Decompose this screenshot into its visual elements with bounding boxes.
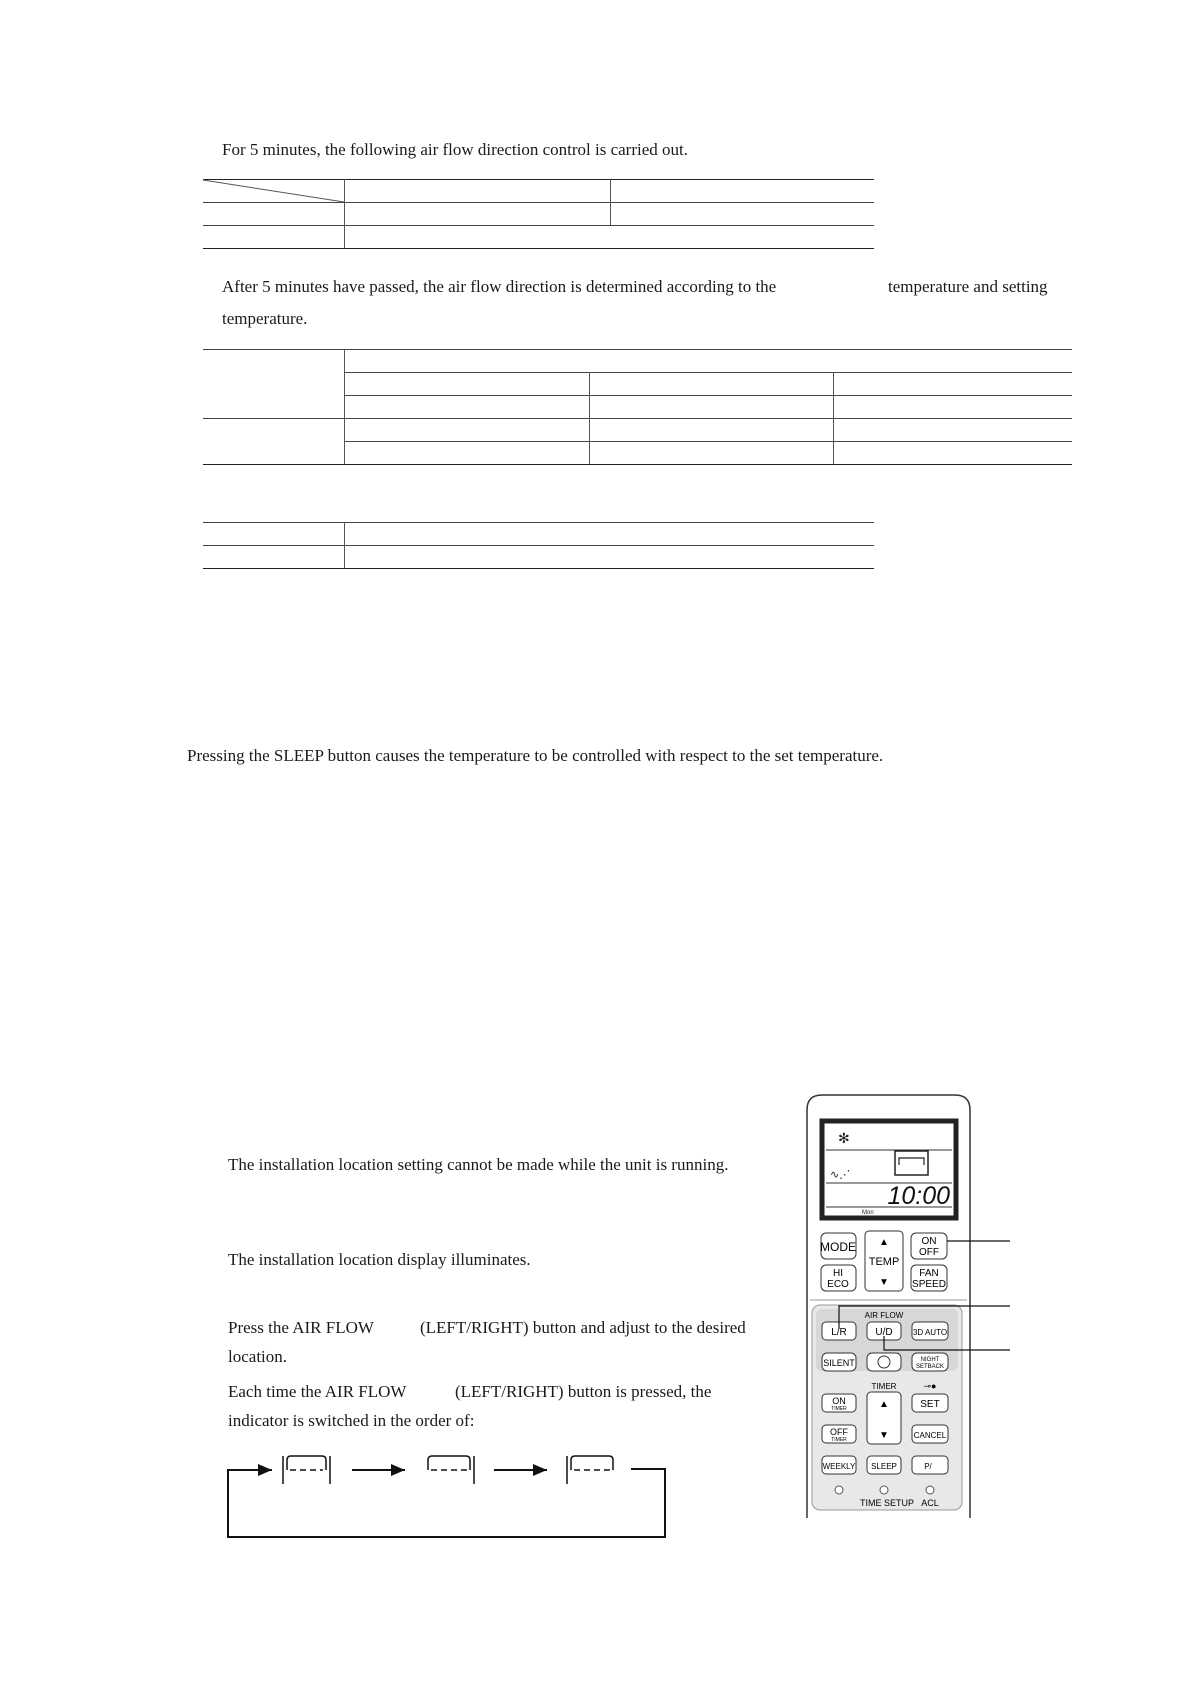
svg-text:ON: ON — [921, 1236, 937, 1247]
svg-text:FAN: FAN — [919, 1268, 939, 1279]
svg-text:SLEEP: SLEEP — [871, 1462, 897, 1471]
svg-text:HI: HI — [833, 1268, 843, 1279]
3d-auto-button — [912, 1322, 948, 1340]
mode-button — [820, 1233, 856, 1259]
install-text-3b: (LEFT/RIGHT) button and adjust to the desired — [420, 1318, 746, 1337]
cancel-button — [912, 1425, 948, 1443]
set-button — [912, 1394, 948, 1412]
install-text-4c: indicator is switched in the order of: — [228, 1411, 475, 1430]
day-display: Mon — [862, 1210, 874, 1216]
svg-text:WEEKLY: WEEKLY — [822, 1462, 856, 1471]
svg-text:P/: P/ — [924, 1462, 932, 1471]
off-timer-button — [822, 1425, 856, 1443]
svg-text:L/R: L/R — [831, 1327, 847, 1338]
svg-text:MODE: MODE — [820, 1240, 856, 1254]
install-text-2: The installation location display illuminates. — [228, 1250, 531, 1269]
sleep-text: Pressing the SLEEP button causes the temperature to be controlled with respect to the set temperature. — [187, 746, 884, 765]
svg-text:AIR FLOW: AIR FLOW — [864, 1311, 904, 1320]
fan-speed-button — [911, 1265, 947, 1291]
svg-text:ECO: ECO — [827, 1279, 849, 1290]
svg-text:U/D: U/D — [875, 1327, 893, 1338]
svg-text:CANCEL: CANCEL — [913, 1431, 947, 1440]
svg-text:TEMP: TEMP — [868, 1256, 900, 1268]
svg-text:TIMER: TIMER — [871, 1382, 897, 1391]
silent-button — [822, 1353, 856, 1371]
clock-display: 10:00 — [887, 1182, 950, 1210]
key-lock-icon: ⊸● — [923, 1381, 937, 1391]
intro-text: For 5 minutes, the following air flow direction control is carried out. — [222, 140, 688, 159]
cool-mode-icon: ✻ — [838, 1130, 850, 1146]
install-text-4a: Each time the AIR FLOW — [228, 1382, 407, 1401]
sleep-button — [867, 1456, 901, 1474]
svg-text:SILENT: SILENT — [823, 1358, 855, 1368]
swing-icon: ∿⋰ — [830, 1169, 851, 1181]
after-text-line2: temperature. — [222, 309, 308, 328]
fan-icon-button — [867, 1353, 901, 1371]
install-text-3a: Press the AIR FLOW — [228, 1318, 374, 1337]
svg-text:TIMER: TIMER — [831, 1437, 847, 1443]
weekly-button — [822, 1456, 856, 1474]
hi-eco-button — [821, 1265, 856, 1291]
install-text-4b: (LEFT/RIGHT) button is pressed, the — [455, 1382, 712, 1401]
svg-text:ON: ON — [832, 1396, 846, 1406]
on-off-button — [911, 1233, 947, 1259]
after-text-line1-b: temperature and setting — [888, 277, 1048, 296]
svg-text:SPEED: SPEED — [912, 1279, 946, 1290]
svg-text:SET: SET — [920, 1399, 940, 1410]
install-text-3c: location. — [228, 1347, 288, 1366]
svg-text:▼: ▼ — [879, 1277, 889, 1288]
svg-text:3D AUTO: 3D AUTO — [912, 1328, 948, 1337]
timer-updown-button — [867, 1392, 901, 1444]
temp-button — [865, 1231, 903, 1291]
svg-text:NIGHT: NIGHT — [920, 1357, 940, 1363]
svg-text:ACL: ACL — [921, 1498, 939, 1508]
svg-text:SETBACK: SETBACK — [915, 1364, 945, 1370]
svg-text:OFF: OFF — [830, 1427, 848, 1437]
svg-text:▼: ▼ — [879, 1430, 889, 1441]
install-text-1: The installation location setting cannot be made while the unit is running. — [228, 1155, 729, 1174]
svg-text:TIME SETUP: TIME SETUP — [859, 1498, 915, 1508]
after-text-line1-a: After 5 minutes have passed, the air flow direction is determined according to the — [222, 277, 777, 296]
svg-text:▲: ▲ — [879, 1399, 889, 1410]
svg-text:▲: ▲ — [879, 1237, 889, 1248]
night-setback-button — [912, 1353, 948, 1371]
svg-text:OFF: OFF — [919, 1247, 939, 1258]
svg-text:TIMER: TIMER — [831, 1406, 847, 1412]
p-button — [912, 1456, 948, 1474]
on-timer-button — [822, 1394, 856, 1412]
